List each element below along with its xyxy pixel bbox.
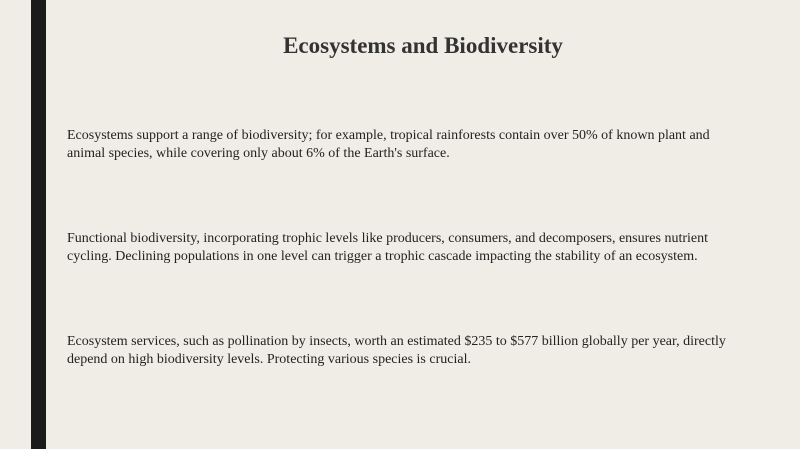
slide-title: Ecosystems and Biodiversity: [283, 33, 563, 58]
paragraph-functional-biodiversity: Functional biodiversity, incorporating trophic levels like producers, consumers, and decomposers, ensures nutrient cycling. Declining populations in one level can trigger a trophic cascade impacting the stability of an ecosystem.: [67, 231, 708, 264]
paragraph-ecosystem-services: Ecosystem services, such as pollination by insects, worth an estimated $235 to $577 billion globally per year, directly depend on high biodiversity levels. Protecting various species is crucial.: [67, 334, 726, 367]
paragraph-rainforest-biodiversity: Ecosystems support a range of biodiversity; for example, tropical rainforests contain over 50% of known plant and animal species, while covering only about 6% of the Earth's surface.: [67, 128, 710, 161]
accent-bar: [31, 0, 46, 449]
